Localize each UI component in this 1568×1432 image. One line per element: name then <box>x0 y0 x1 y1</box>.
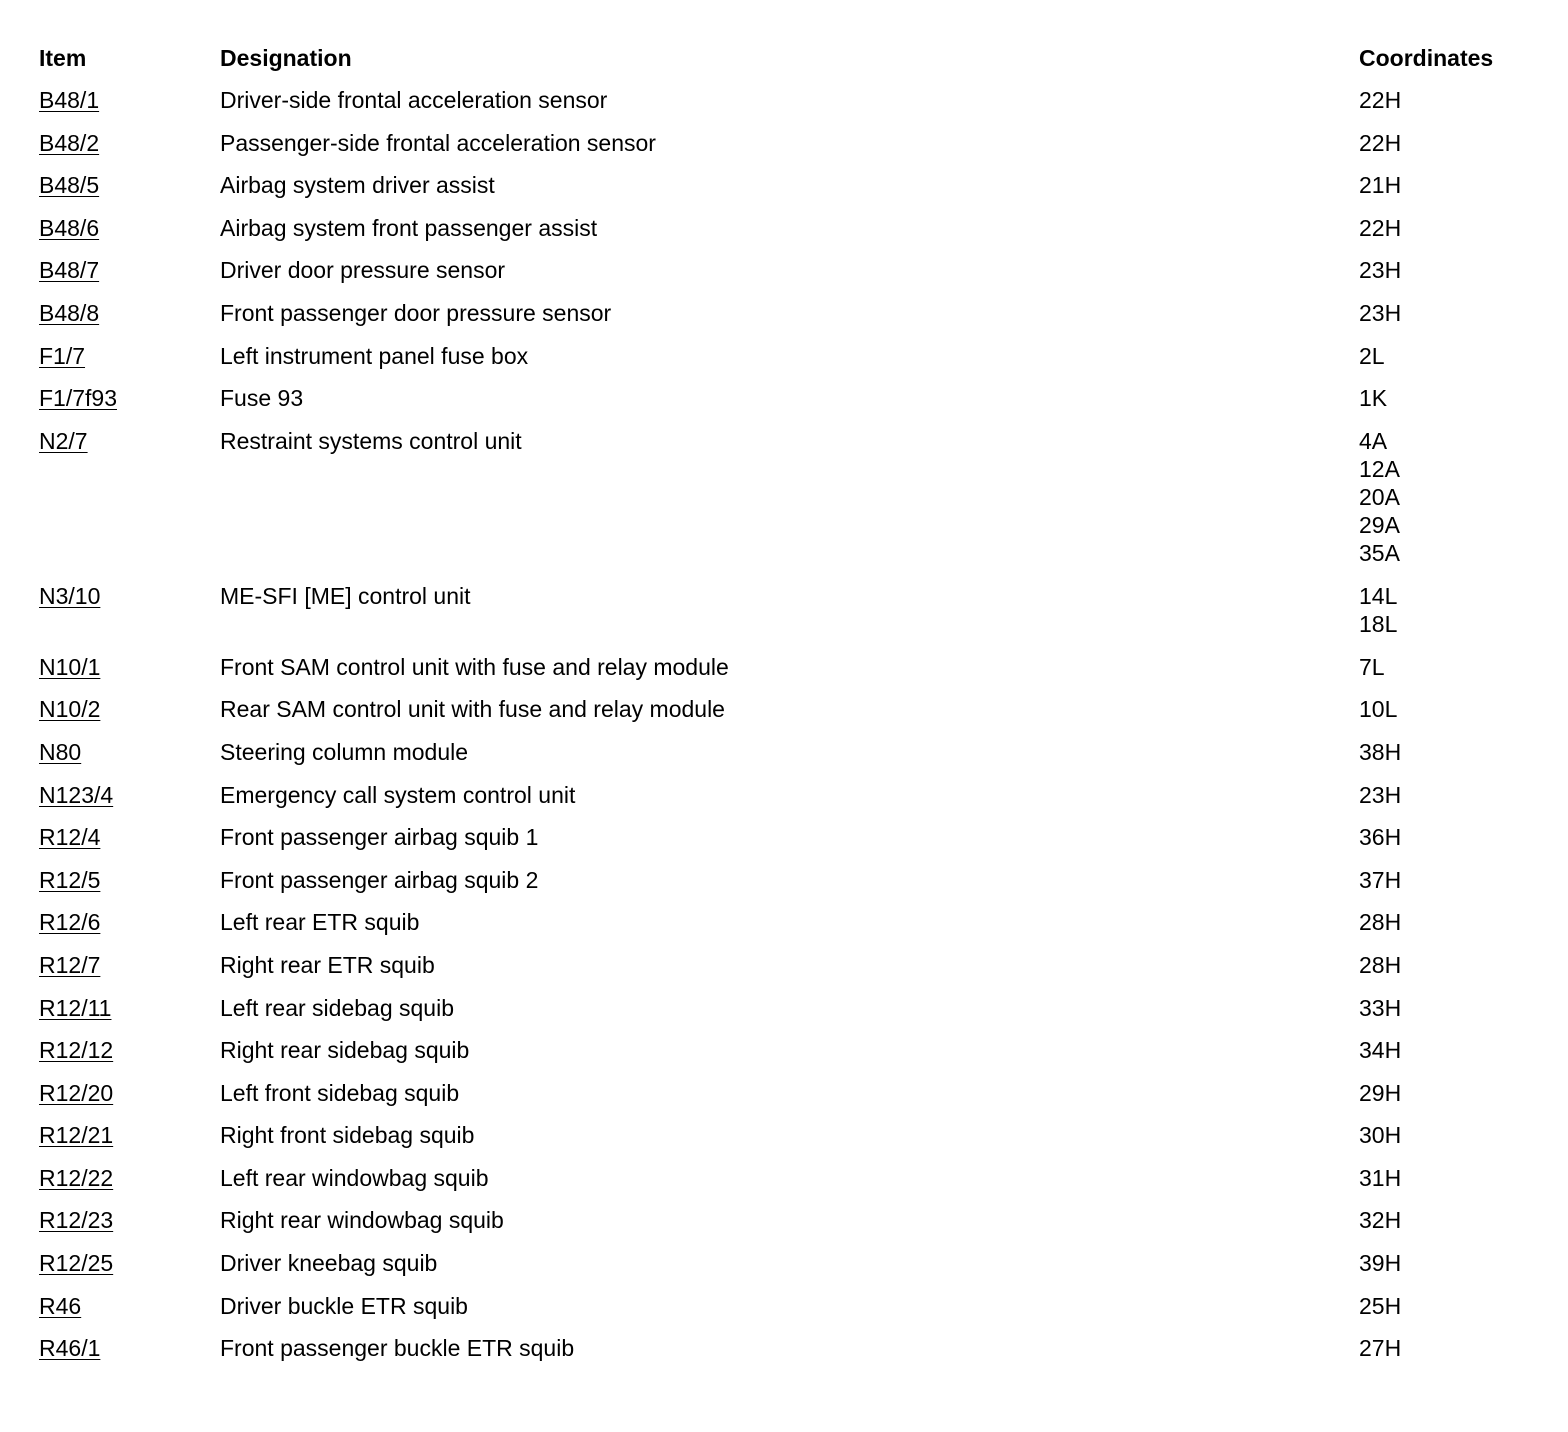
coordinates-cell <box>1359 129 1401 157</box>
coordinate-value: 2L <box>1359 342 1385 369</box>
designation-text: Restraint systems control unit <box>220 427 522 454</box>
table-row <box>0 823 1568 866</box>
table-row <box>0 582 1568 653</box>
item-link[interactable]: R12/25 <box>39 1250 114 1277</box>
coordinates-cell <box>1359 342 1385 370</box>
coordinate-value: 30H <box>1359 1122 1402 1149</box>
table-header <box>0 44 1568 86</box>
designation-text: Rear SAM control unit with fuse and relay module <box>220 696 725 723</box>
header-designation: Designation <box>220 45 352 71</box>
item-link[interactable]: R12/4 <box>39 824 101 851</box>
designation-text: Driver-side frontal acceleration sensor <box>220 87 608 113</box>
coordinate-value: 27H <box>1359 1335 1402 1362</box>
item-link[interactable]: R12/6 <box>39 909 101 936</box>
item-link[interactable]: R12/21 <box>39 1122 114 1149</box>
designation-text: ME-SFI [ME] control unit <box>220 582 471 609</box>
table-row <box>0 1292 1568 1335</box>
designation-text: Driver door pressure sensor <box>220 257 506 284</box>
coordinate-value: 18L <box>1359 610 1398 637</box>
coordinates-cell <box>1359 1036 1401 1064</box>
coordinates-cell <box>1359 256 1401 284</box>
designation-text: Right rear sidebag squib <box>220 1037 470 1064</box>
coordinates-cell <box>1359 1164 1401 1192</box>
designation-text: Front passenger door pressure sensor <box>220 299 612 326</box>
table-row <box>0 951 1568 994</box>
coordinates-cell <box>1359 214 1401 242</box>
designation-text: Right rear windowbag squib <box>220 1207 504 1234</box>
designation-text: Fuse 93 <box>220 385 304 412</box>
item-link[interactable]: R12/5 <box>39 866 101 893</box>
coordinates-cell <box>1359 299 1401 327</box>
coordinate-value: 21H <box>1359 172 1402 199</box>
coordinate-value: 22H <box>1359 214 1402 241</box>
coordinate-value: 36H <box>1359 824 1402 851</box>
item-link[interactable]: F1/7f93 <box>39 385 117 412</box>
table-row <box>0 171 1568 214</box>
coordinate-value: 35A <box>1359 539 1400 566</box>
coordinate-value: 23H <box>1359 299 1402 326</box>
coordinate-value: 4A <box>1359 427 1388 454</box>
header-coordinates: Coordinates <box>1359 45 1494 71</box>
table-row <box>0 1249 1568 1292</box>
table-row <box>0 1334 1568 1377</box>
item-link[interactable]: N123/4 <box>39 781 114 808</box>
designation-text: Right rear ETR squib <box>220 951 435 978</box>
designation-text: Emergency call system control unit <box>220 781 576 808</box>
item-link[interactable]: B48/1 <box>39 87 100 113</box>
designation-text: Front SAM control unit with fuse and relay module <box>220 653 729 680</box>
coordinates-cell <box>1359 86 1401 114</box>
designation-text: Left front sidebag squib <box>220 1079 460 1106</box>
coordinate-value: 28H <box>1359 909 1402 936</box>
coordinate-value: 31H <box>1359 1164 1402 1191</box>
coordinates-cell <box>1359 695 1397 723</box>
designation-text: Left rear sidebag squib <box>220 994 454 1021</box>
item-link[interactable]: R46/1 <box>39 1335 101 1362</box>
table-row <box>0 866 1568 909</box>
designation-text: Airbag system driver assist <box>220 172 495 199</box>
item-link[interactable]: R12/20 <box>39 1079 114 1106</box>
designation-text: Left rear ETR squib <box>220 909 420 936</box>
item-link[interactable]: R12/11 <box>39 994 112 1021</box>
table-row <box>0 695 1568 738</box>
table-row <box>0 781 1568 824</box>
coordinate-value: 28H <box>1359 951 1402 978</box>
designation-text: Steering column module <box>220 738 469 765</box>
coordinate-value: 25H <box>1359 1292 1402 1319</box>
table-row <box>0 129 1568 172</box>
table-row <box>0 342 1568 385</box>
designation-text: Left instrument panel fuse box <box>220 342 529 369</box>
coordinates-cell <box>1359 171 1401 199</box>
coordinates-cell <box>1359 582 1397 638</box>
item-link[interactable]: N3/10 <box>39 582 101 609</box>
coordinate-value: 22H <box>1359 129 1402 156</box>
table-row <box>0 384 1568 427</box>
table-row <box>0 1164 1568 1207</box>
coordinates-cell <box>1359 951 1401 979</box>
coordinates-cell <box>1359 1121 1401 1149</box>
coordinates-cell <box>1359 653 1385 681</box>
coordinates-cell <box>1359 384 1387 412</box>
designation-text: Driver kneebag squib <box>220 1250 438 1277</box>
table-row <box>0 908 1568 951</box>
item-link[interactable]: B48/6 <box>39 214 100 241</box>
table-row <box>0 1036 1568 1079</box>
item-link[interactable]: F1/7 <box>39 342 86 369</box>
designation-text: Front passenger airbag squib 1 <box>220 824 539 851</box>
item-link[interactable]: R12/23 <box>39 1207 114 1234</box>
designation-text: Front passenger buckle ETR squib <box>220 1335 575 1362</box>
coordinates-cell <box>1359 781 1401 809</box>
coordinates-cell <box>1359 908 1401 936</box>
coordinates-cell <box>1359 427 1400 567</box>
coordinate-value: 37H <box>1359 866 1402 893</box>
designation-text: Driver buckle ETR squib <box>220 1292 468 1319</box>
coordinate-value: 38H <box>1359 738 1402 765</box>
coordinates-cell <box>1359 1249 1401 1277</box>
coordinate-value: 1K <box>1359 385 1388 412</box>
designation-text: Passenger-side frontal acceleration sensor <box>220 129 656 156</box>
table-row <box>0 299 1568 342</box>
designation-text: Left rear windowbag squib <box>220 1164 489 1191</box>
item-link[interactable]: R12/22 <box>39 1164 114 1191</box>
coordinate-value: 22H <box>1359 87 1402 113</box>
coordinate-value: 10L <box>1359 696 1398 723</box>
item-link[interactable]: N10/2 <box>39 696 101 723</box>
table-row <box>0 1121 1568 1164</box>
table-row <box>0 738 1568 781</box>
coordinate-value: 39H <box>1359 1250 1402 1277</box>
table-row <box>0 994 1568 1037</box>
table-row <box>0 427 1568 582</box>
item-link[interactable]: B48/8 <box>39 299 100 326</box>
coordinate-value: 29H <box>1359 1079 1402 1106</box>
coordinate-value: 34H <box>1359 1037 1402 1064</box>
coordinate-value: 12A <box>1359 455 1400 482</box>
designation-text: Airbag system front passenger assist <box>220 214 598 241</box>
coordinate-value: 32H <box>1359 1207 1402 1234</box>
coordinates-cell <box>1359 1079 1401 1107</box>
table-row <box>0 1079 1568 1122</box>
table-row <box>0 256 1568 299</box>
coordinates-cell <box>1359 1206 1401 1234</box>
designation-text: Right front sidebag squib <box>220 1122 475 1149</box>
table-row <box>0 214 1568 257</box>
coordinate-value: 20A <box>1359 483 1400 510</box>
coordinate-value: 23H <box>1359 781 1402 808</box>
coordinate-value: 7L <box>1359 653 1385 680</box>
coordinates-cell <box>1359 823 1401 851</box>
item-link[interactable]: B48/5 <box>39 172 100 199</box>
table-row <box>0 86 1568 129</box>
coordinate-value: 23H <box>1359 257 1402 284</box>
table-body <box>0 86 1568 1377</box>
coordinates-cell <box>1359 1292 1401 1320</box>
item-link[interactable]: B48/7 <box>39 257 100 284</box>
item-link[interactable]: N10/1 <box>39 653 101 680</box>
coordinates-cell <box>1359 738 1401 766</box>
coordinate-value: 14L <box>1359 582 1398 609</box>
coordinate-value: 33H <box>1359 994 1402 1021</box>
item-link[interactable]: R12/7 <box>39 951 101 978</box>
table-row <box>0 653 1568 696</box>
coordinates-cell <box>1359 1334 1401 1362</box>
item-link[interactable]: R46 <box>39 1292 82 1319</box>
coordinates-cell <box>1359 994 1401 1022</box>
item-link[interactable]: B48/2 <box>39 129 100 156</box>
item-link[interactable]: N2/7 <box>39 427 88 454</box>
item-link[interactable]: R12/12 <box>39 1037 114 1064</box>
item-link[interactable]: N80 <box>39 738 82 765</box>
coordinates-cell <box>1359 866 1401 894</box>
header-item: Item <box>39 45 87 71</box>
table-row <box>0 1206 1568 1249</box>
designation-text: Front passenger airbag squib 2 <box>220 866 539 893</box>
coordinate-value: 29A <box>1359 511 1400 538</box>
components-table <box>0 44 1568 1377</box>
